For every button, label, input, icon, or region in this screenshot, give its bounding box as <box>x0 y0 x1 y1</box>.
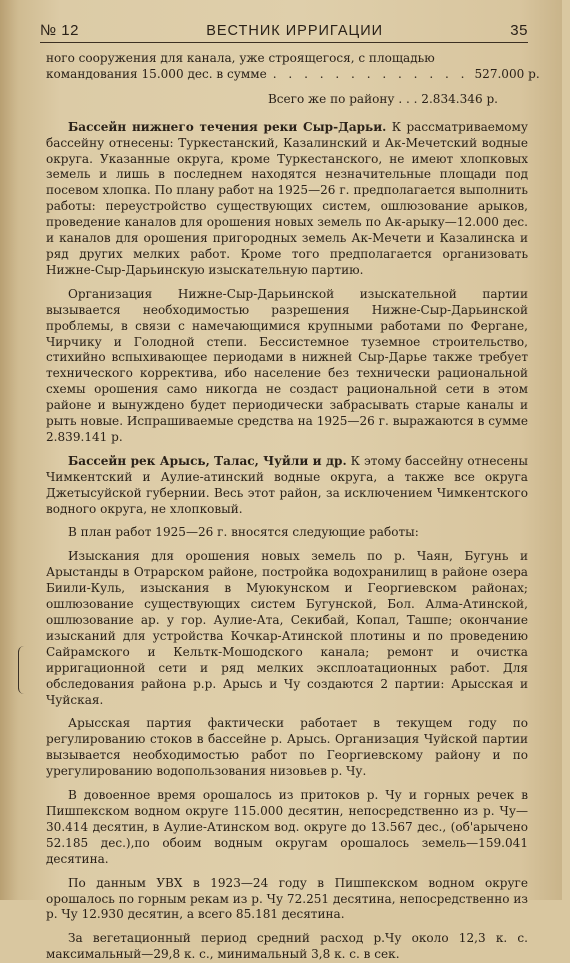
margin-bracket-mark <box>18 646 27 694</box>
continuation-line: ного сооружения для канала, уже строящегося, с площадью <box>46 51 435 65</box>
paragraph-syr-darya <box>46 120 528 279</box>
paragraph-arys-party: Арысская партия фактически работает в текущем году по регулированию стоков в бассейне р. Арысь. Организация Чуйской партии вызывается необходимостью работ по Георгиевскому району и по урегулированию водопользования низовьев р. Чу. <box>46 716 528 779</box>
paragraph-arys-talas <box>46 454 528 518</box>
paragraph-survey-party: Организация Нижне-Сыр-Дарьинской изыскательной партии вызывается необходимостью разрешения Нижне-Сыр-Дарьинской проблемы, в связи с намечающимися крупными работами по Фергане, Чирчику и Голодной степи. Бессистемное туземное строительство, стихийно вспыхивающее периодами в нижней Сыр-Дарье также требует технического корректива, ибо население без технически рациональной схемы орошения само никогда не создаст рациональной сети в этом районе и вынуждено будет периодически забрасывать старые каналы и рыть новые. Испрашиваемые средства на 1925—26 г. выражаются в сумме 2.839.141 р. <box>46 286 528 444</box>
section-heading-syr-darya: Бассейн нижнего течения реки Сыр-Дарьи. <box>68 119 387 134</box>
issue-number: № 12 <box>40 22 79 39</box>
section-heading-arys-talas: Бассейн рек Арысь, Талас, Чуйли и др. <box>68 453 347 468</box>
paragraph-works-list: Изыскания для орошения новых земель по р. Чаян, Бугунь и Арыстанды в Отрарском районе, постройка водохранилищ в районе озера Биили-Куль, изыскания в Муюкунском и Георгиевском районах; ошлюзование существующих систем Бугунской, Бол. Алма-Атинской, ошлюзование ар. у гор. Аулие-Ата, Секибай, Копал, Ташпе; окончание изысканий для устройства Кочкар-Атинской плотины и по проведению Сайрамского и Кельтк-Мошодского канала; ремонт и очистка ирригационной сети и ряд мелких эксплоатационных работ. Для обследования района р.р. Арысь и Чу создаются 2 партии: Арысская и Чуйская. <box>46 549 528 707</box>
page-number: 35 <box>510 22 528 39</box>
paragraph-text: К этому бассейну отнесены Чимкентский и Аулие-атинский водные округа, а также все округа Джетысуйской губернии. Весь этот район, за исключением Чимкентского водного округа, не хлопковый. <box>46 453 528 516</box>
paragraph-flow-rate: За вегетационный период средний расход р.Чу около 12,3 к. с. максимальный—29,8 к. с., минимальный 3,8 к. с. в сек. <box>46 931 528 962</box>
paragraph-text: К рассматриваемому бассейну отнесены: Туркестанский, Казалинский и Ак-Мечетский водные округа. Указанные округа, кроме Туркестанского, не имеют хлопковых земель и лишь в последнем находятся незначительные площади под посевом хлопка. По плану работ на 1925—26 г. предполагается выполнить работы: переустройство существующих систем, ошлюзование арыков, проведение каналов для орошения новых земель по Ак-арыку—12.000 дес. и каналов для орошения пригородных земель Ак-Мечети и Казалинска и ряд других мелких работ. Кроме того предполагается организовать Нижне-Сыр-Дарьинскую изыскательную партию. <box>46 119 528 277</box>
paragraph-uvh-data: По данным УВХ в 1923—24 году в Пишпекском водном округе орошалось по горным рекам из р. Чу 72.251 десятина, непосредственно из р. Чу 12.930 десятин, а всего 85.181 десятина. <box>46 875 528 922</box>
journal-title: ВЕСТНИК ИРРИГАЦИИ <box>206 23 384 39</box>
district-total: Всего же по району . . . 2.834.346 р. <box>267 91 498 106</box>
paragraph-prewar-irrigation: В довоенное время орошалось из притоков р. Чу и горных речек в Пишпекском водном округе 115.000 десятин, непосредственно из р. Чу—30.414 десятин, в Аулие-Атинском вод. округе до 13.567 дес., (об'арычено 52.185 дес.),по обоим водным округам орошалось земель—159.041 десятина. <box>46 788 528 866</box>
budget-line-label: командования 15.000 дес. в сумме <box>46 66 267 81</box>
budget-line-amount: 527.000 р. <box>474 66 540 81</box>
paragraph-plan-intro: В план работ 1925—26 г. вносятся следующие работы: <box>68 525 419 540</box>
running-header <box>40 22 528 43</box>
budget-line-dots: . . . . . . . . . . . . . <box>272 66 469 81</box>
article-body <box>46 51 540 963</box>
budget-line <box>46 66 540 83</box>
